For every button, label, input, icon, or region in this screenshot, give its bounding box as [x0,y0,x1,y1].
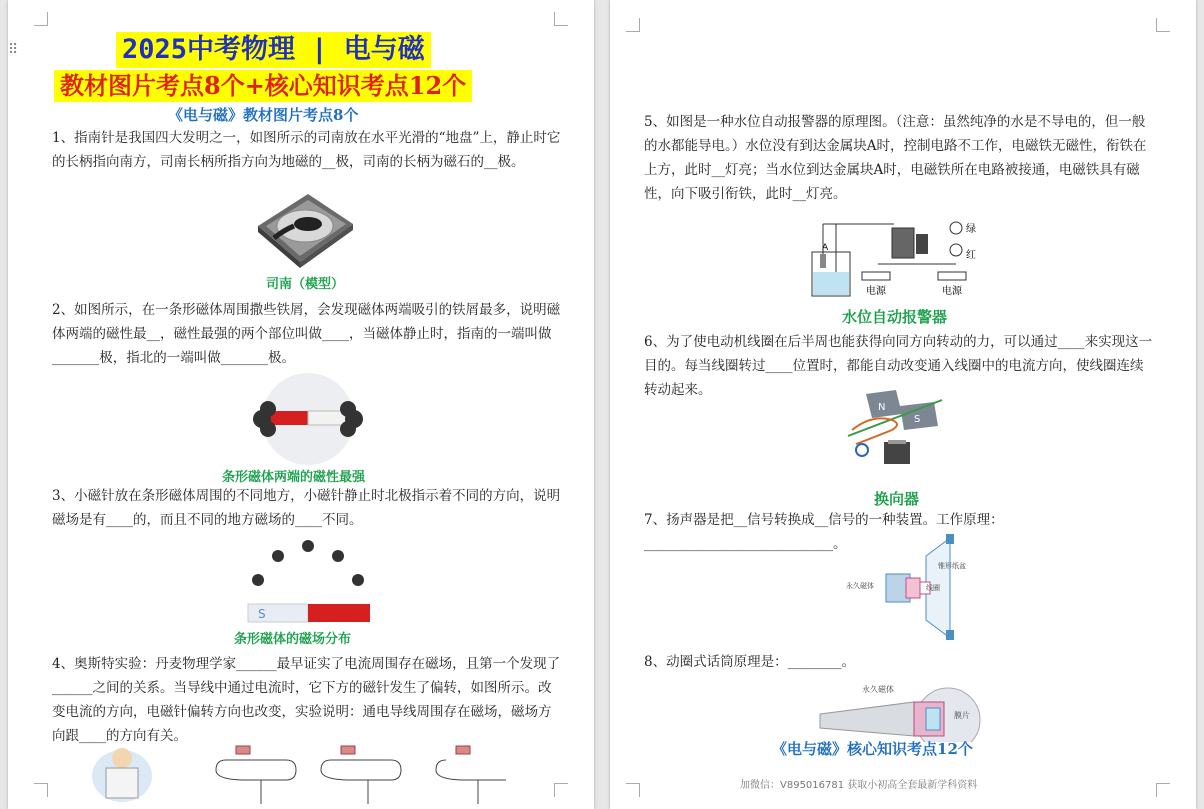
figure-caption-2: 条形磁体两端的磁性最强 [222,470,366,485]
corner-mark [626,18,640,32]
permanent-magnet-label: 永久磁体 [846,582,874,590]
figure-caption-6: 换向器 [874,490,920,508]
commutator-figure [838,386,948,472]
question-8: 8、动圈式话筒原理是：________。 [644,654,856,670]
oersted-experiment-figure [86,736,506,806]
diaphragm-label: 膜片 [954,711,970,720]
svg-text:S: S [914,414,921,425]
corner-mark [34,12,48,26]
moving-coil-microphone-figure [818,680,988,742]
corner-mark [34,783,48,797]
bar-magnet-iron-filings-figure [248,373,368,465]
sinan-compass-figure [248,186,358,268]
question-3: 3、小磁针放在条形磁体周围的不同地方，小磁针静止时北极指示着不同的方向，说明磁场是有____的，而且不同的地方磁场的____不同。 [52,488,561,528]
figure-caption-1: 司南（模型） [266,277,345,292]
right-page [610,0,1196,809]
corner-mark [1156,18,1170,32]
corner-mark [626,783,640,797]
coil-label: 线圈 [926,584,940,592]
question-2: 2、如图所示，在一条形磁体周围撒些铁屑，会发现磁体两端吸引的铁屑最多，说明磁体两端的磁性最__，磁性最强的两个部位叫做____，当磁体静止时，指南的一端叫做_______极，指北的一端叫做_______极。 [52,302,561,366]
red-light-label: 红 [966,250,976,261]
figure-caption-5: 水位自动报警器 [842,308,948,326]
document-title: 2025中考物理 | 电与磁 [116,32,431,68]
green-light-label: 绿 [966,224,976,235]
svg-text:S: S [258,607,266,621]
mic-magnet-label: 永久磁体 [862,685,894,694]
left-page [8,0,594,809]
question-6: 6、为了使电动机线圈在后半周也能获得向同方向转动的力，可以通过____来实现这一目的。每当线圈转过____位置时，都能自动改变通入线圈中的电流方向，使线圈连续转动起来。 [644,334,1153,398]
water-level-alarm-figure [806,214,986,300]
bar-magnet-field-figure [244,536,374,628]
corner-mark [554,12,568,26]
question-4: 4、奥斯特实验：丹麦物理学家______最早证实了电流周围存在磁场，且第一个发现了______之间的关系。当导线中通过电流时，它下方的磁针发生了偏转，如图所示。改变电流的方向，电磁针偏转方向也改变，实验说明：通电导线周围存在磁场，磁场方向跟____的方向有关。 [52,656,561,744]
power-label-1: 电源 [866,286,886,297]
question-7: 7、扬声器是把__信号转换成__信号的一种装置。工作原理：____________________________。 [644,512,1004,552]
svg-text:N: N [878,402,886,413]
corner-mark [1156,783,1170,797]
corner-mark [554,783,568,797]
question-5: 5、如图是一种水位自动报警器的原理图。（注意：虽然纯净的水是不导电的，但一般的水都能导电。）水位没有到达金属块A时，控制电路不工作，电磁铁无磁性，衔铁在上方，此时__灯亮；当水位到达金属块A时，电磁铁所在电路被接通，电磁铁具有磁性，向下吸引衔铁，此时__灯亮。 [644,114,1147,202]
section-title-2: 《电与磁》核心知识考点12个 [772,740,973,758]
footer-note: 加微信：V895016781 获取小初高全套最新学科资料 [740,780,978,791]
cone-label: 锥形纸盆 [938,562,966,570]
drag-handle-icon[interactable]: ⠿ [8,42,19,58]
question-1: 1、指南针是我国四大发明之一，如图所示的司南放在水平光滑的“地盘”上，静止时它的长柄指向南方，司南长柄所指方向为地磁的__极，司南的长柄为磁石的__极。 [52,130,561,170]
loudspeaker-figure [846,532,986,644]
figure-caption-3: 条形磁体的磁场分布 [234,632,352,647]
power-label-2: 电源 [942,286,962,297]
section-title: 《电与磁》教材图片考点8个 [168,106,359,124]
metal-block-label: A [822,243,829,253]
document-subtitle: 教材图片考点8个+核心知识考点12个 [54,70,472,102]
